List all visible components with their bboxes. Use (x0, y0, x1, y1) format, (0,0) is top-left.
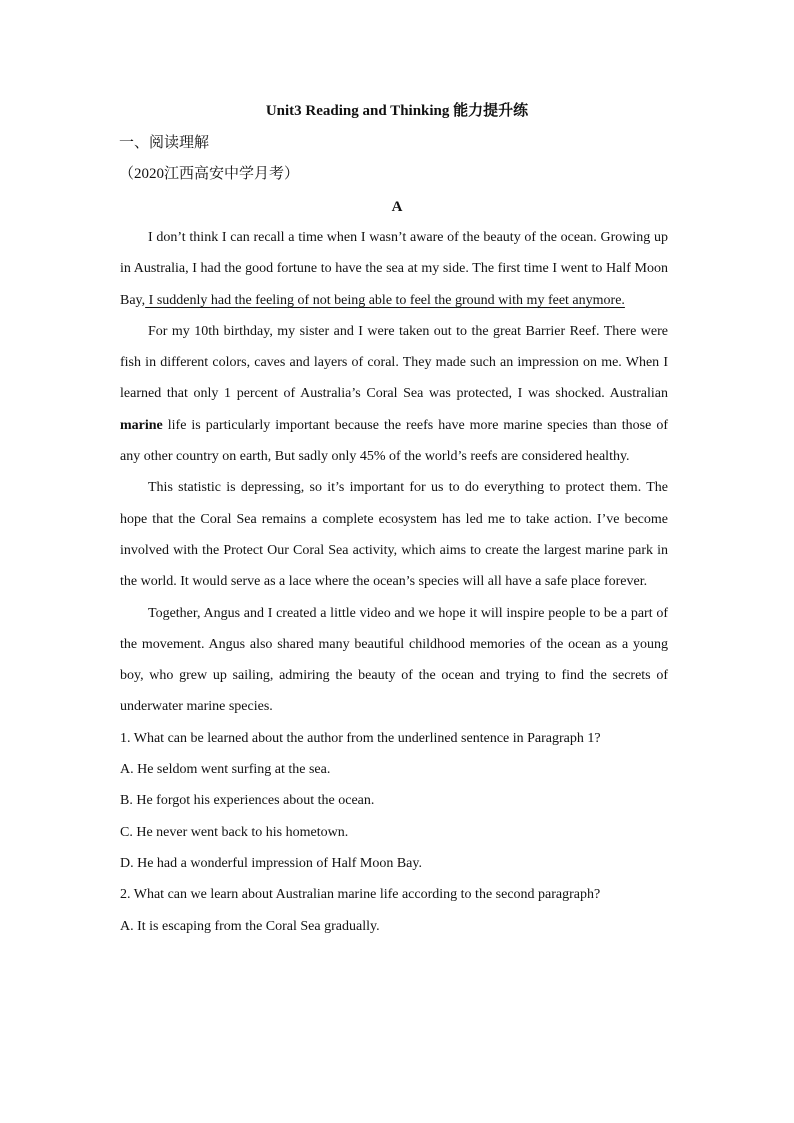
paragraph-1 (120, 222, 668, 316)
section-heading: 一、阅读理解 (119, 135, 210, 151)
paragraph-4: Together, Angus and I created a little video and we hope it will inspire people to be a part of the movement. Angus also shared many beautiful childhood memories of the ocean as a young boy, who grew up sailing, admiring the beauty of the ocean and trying to find the secrets of underwater marine species. (120, 605, 668, 715)
underlined-sentence: I suddenly had the feeling of not being able to feel the ground with my feet anymore. (145, 292, 625, 308)
paragraph-2-text-start: For my 10th birthday, my sister and I were taken out to the great Barrier Reef. There were fish in different colors, caves and layers of coral. They made such an impression on me. When I learned that only 1 percent of Australia’s Coral Sea was protected, I was shocked. Australian (120, 323, 668, 402)
question-2-stem: 2. What can we learn about Australian marine life according to the second paragraph? (120, 887, 601, 903)
question-1-option-a: A. He seldom went surfing at the sea. (120, 762, 331, 778)
question-2-option-a: A. It is escaping from the Coral Sea gradually. (120, 918, 380, 934)
source-note: （2020江西高安中学月考） (119, 166, 300, 182)
question-1-option-b: B. He forgot his experiences about the ocean. (120, 793, 375, 809)
question-1-option-d: D. He had a wonderful impression of Half Moon Bay. (120, 855, 422, 871)
question-1-option-c: C. He never went back to his hometown. (120, 824, 349, 840)
paragraph-2 (120, 316, 668, 472)
paragraph-2-text-end: life is particularly important because the reefs have more marine species than those of any other country on earth, But sadly only 45% of the world’s reefs are considered healthy. (120, 417, 668, 465)
paragraph-3: This statistic is depressing, so it’s important for us to do everything to protect them. The hope that the Coral Sea remains a complete ecosystem has led me to take action. I’ve become involved with the Protect Our Coral Sea activity, which aims to create the largest marine park in the world. It would serve as a lace where the ocean’s species will all have a safe place forever. (120, 480, 668, 590)
passage-letter: A (391, 199, 403, 215)
passage-body (120, 222, 668, 942)
bold-word-marine: marine (120, 417, 163, 433)
paragraph-1-text: I don’t think I can recall a time when I wasn’t aware of the beauty of the ocean. Growing up in Australia, I had the good fortune to have the sea at my side. The first time I went to Half Moon Bay, (120, 230, 668, 308)
document-title: Unit3 Reading and Thinking 能力提升练 (265, 103, 529, 119)
question-1-stem: 1. What can be learned about the author from the underlined sentence in Paragraph 1? (120, 730, 601, 746)
